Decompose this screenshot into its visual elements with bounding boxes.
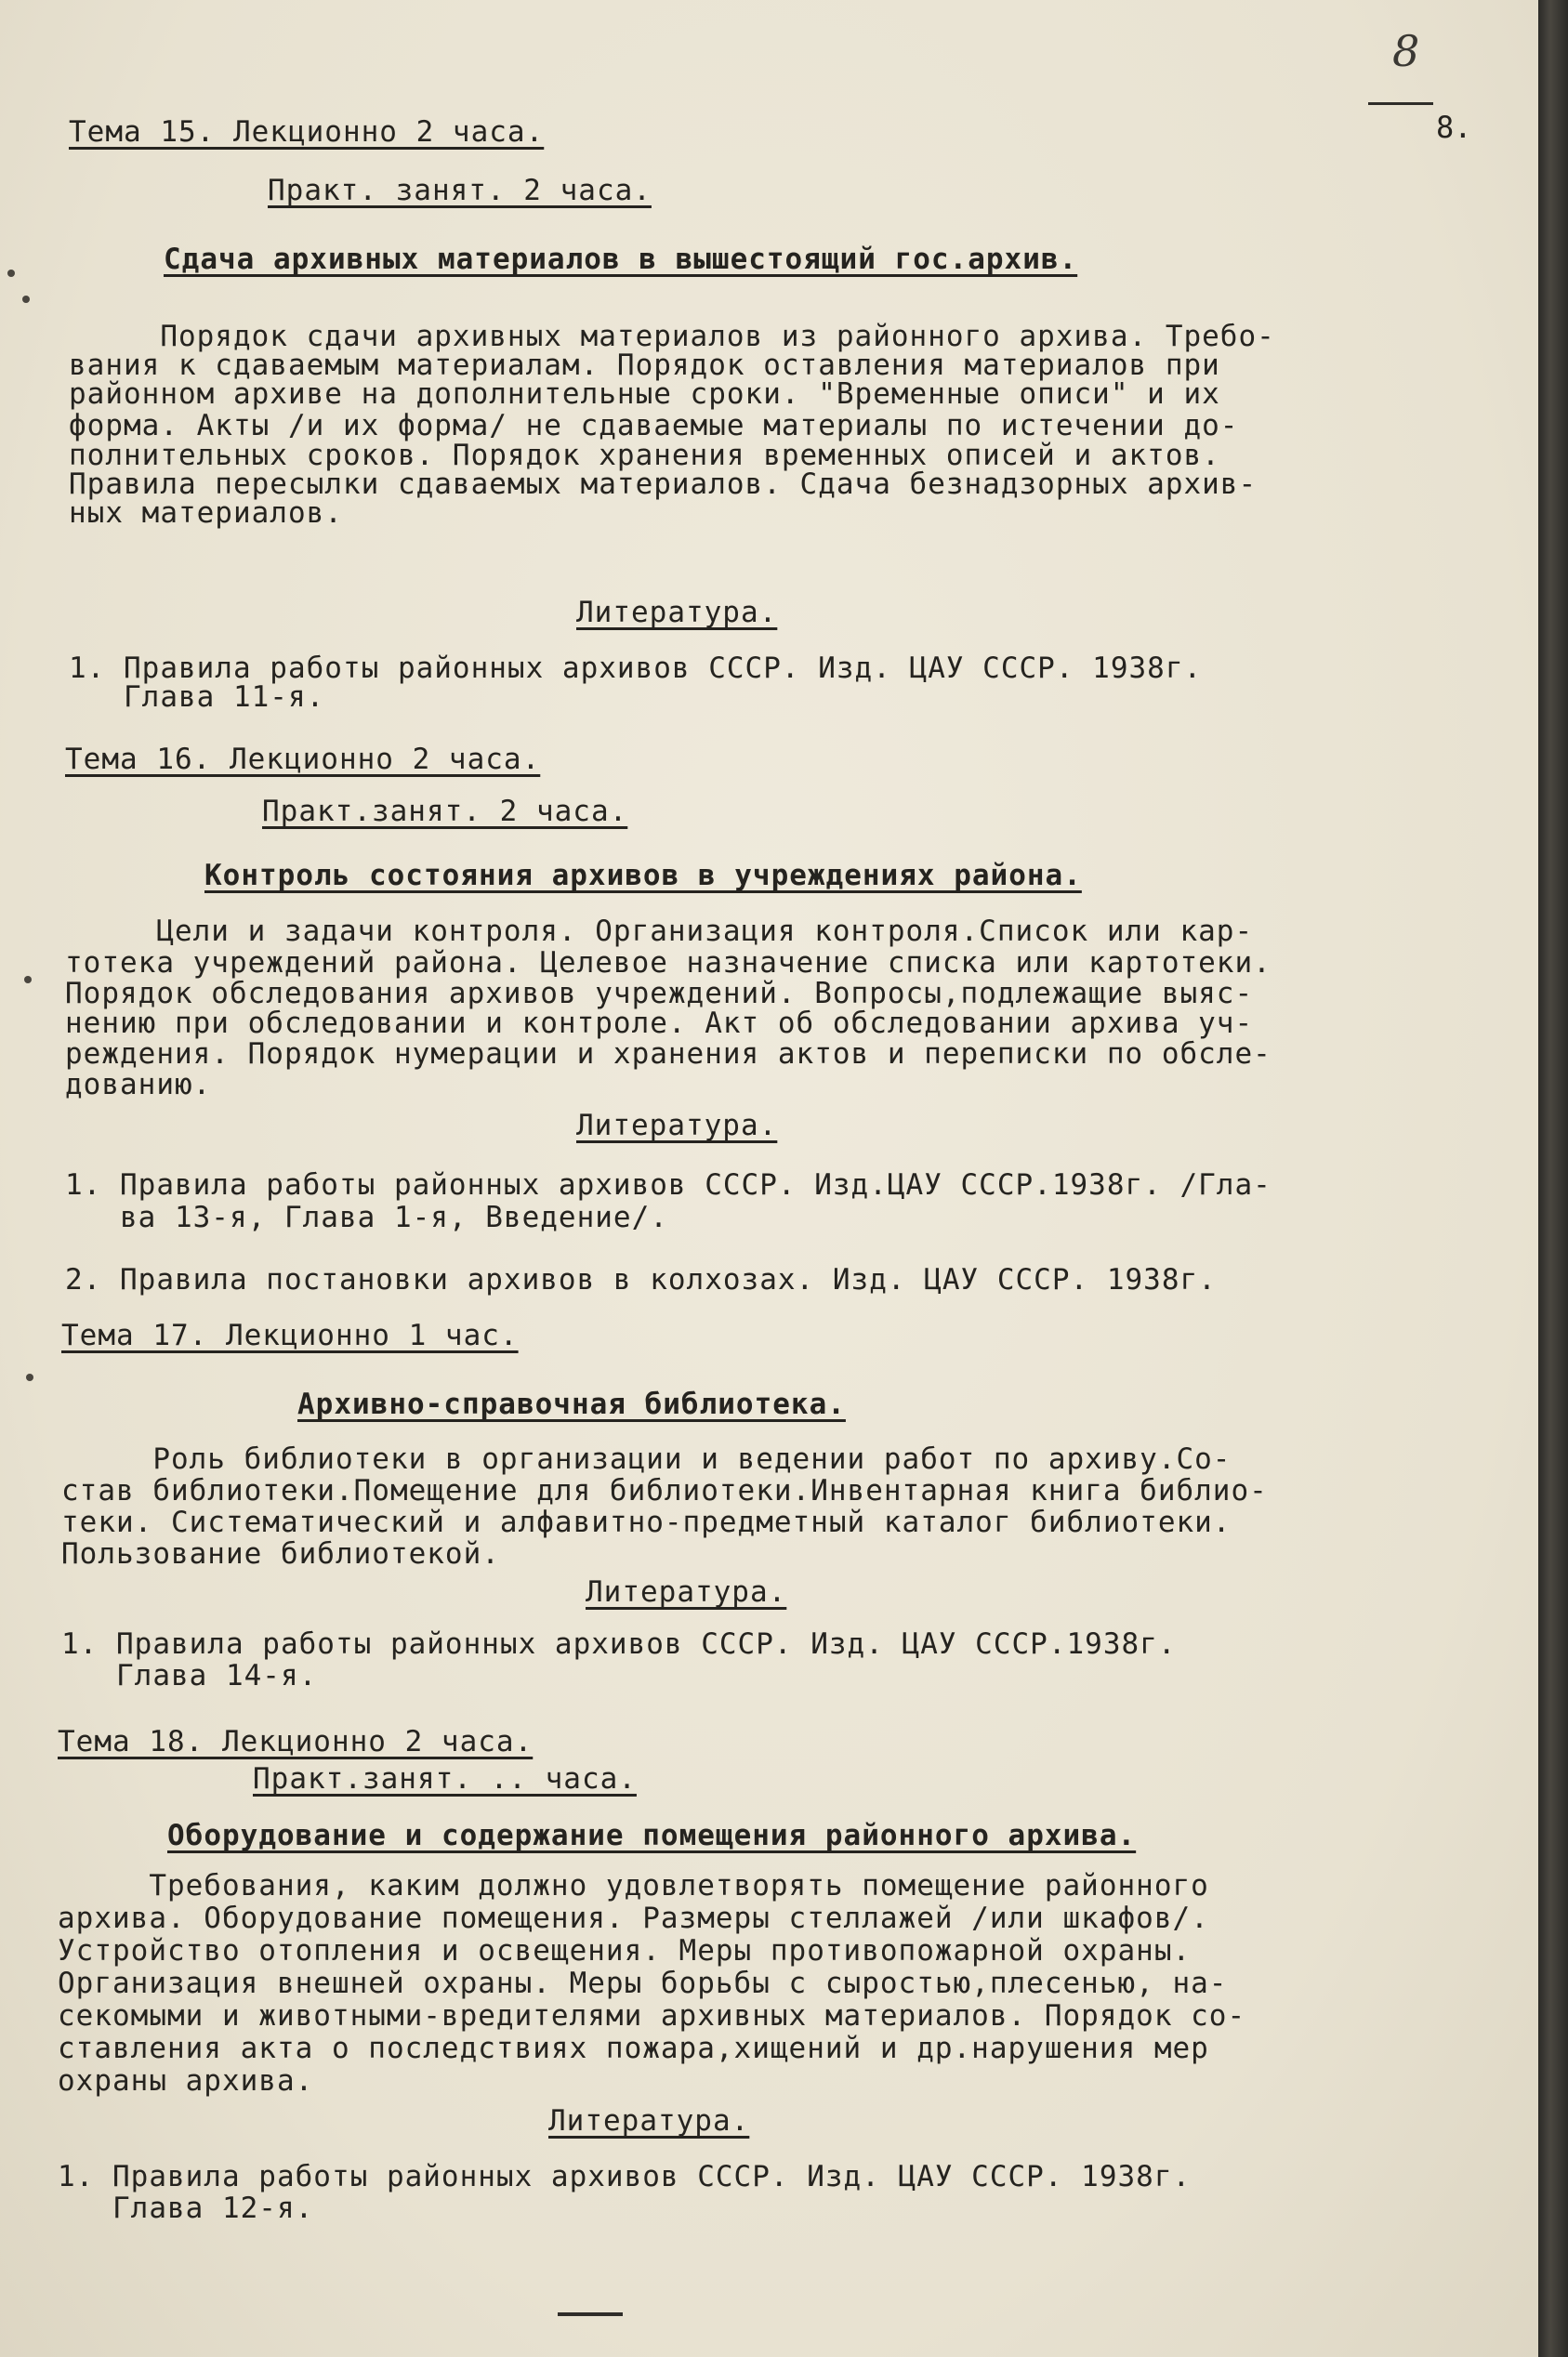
body-line: Пользование библиотекой.	[61, 1537, 500, 1571]
body-line: Правила пересылки сдаваемых материалов. Сдача безнадзорных архив-	[69, 467, 1258, 501]
literature-item: 1. Правила работы районных архивов СССР. Изд. ЦАУ СССР. 1938г.	[69, 652, 1203, 685]
handwritten-folio: 8	[1392, 26, 1420, 76]
topic-heading: Тема 17. Лекционно 1 час.	[61, 1319, 519, 1352]
body-line: ставления акта о последствиях пожара,хищений и др.нарушения мер	[58, 2032, 1209, 2065]
topic-heading: Тема 18. Лекционно 2 часа.	[58, 1725, 534, 1758]
body-line: форма. Акты /и их форма/ не сдаваемые материалы по истечении до-	[69, 409, 1239, 442]
literature-item: ва 13-я, Глава 1-я, Введение/.	[65, 1201, 668, 1234]
body-line: тотека учреждений района. Целевое назначение списка или картотеки.	[65, 946, 1272, 980]
literature-title: Литература.	[576, 596, 778, 629]
topic-practice: Практ. занят. 2 часа.	[268, 174, 652, 207]
topic-title: Контроль состояния архивов в учреждениях района.	[204, 859, 1082, 892]
folio-underline	[1368, 102, 1433, 105]
literature-item: 1. Правила работы районных архивов СССР. Изд. ЦАУ СССР. 1938г.	[58, 2160, 1192, 2193]
topic-title: Архивно-справочная библиотека.	[297, 1388, 846, 1421]
body-line: став библиотеки.Помещение для библиотеки.Инвентарная книга библио-	[61, 1474, 1268, 1508]
page-edge-shadow	[1538, 0, 1568, 2357]
literature-item: Глава 12-я.	[58, 2192, 314, 2225]
topic-heading: Тема 15. Лекционно 2 часа.	[69, 115, 545, 149]
body-line: Организация внешней охраны. Меры борьбы с сыростью,плесенью, на-	[58, 1967, 1228, 2000]
margin-mark	[24, 976, 32, 983]
literature-title: Литература.	[586, 1575, 787, 1609]
literature-item: Глава 14-я.	[61, 1659, 318, 1692]
body-line: районном архиве на дополнительные сроки. "Временные описи" и их	[69, 377, 1220, 411]
topic-title: Оборудование и содержание помещения районного архива.	[167, 1819, 1137, 1852]
body-line: Роль библиотеки в организации и ведении работ по архиву.Со-	[61, 1442, 1232, 1476]
body-line: охраны архива.	[58, 2064, 314, 2098]
body-line: дованию.	[65, 1068, 212, 1101]
body-line: реждения. Порядок нумерации и хранения актов и переписки по обсле-	[65, 1037, 1272, 1071]
margin-mark	[26, 1374, 33, 1381]
margin-mark	[7, 270, 15, 277]
topic-title: Сдача архивных материалов в вышестоящий гос.архив.	[164, 243, 1078, 276]
body-line: Требования, каким должно удовлетворять помещение районного	[58, 1869, 1209, 1903]
body-line: полнительных сроков. Порядок хранения временных описей и актов.	[69, 439, 1220, 472]
body-line: вания к сдаваемым материалам. Порядок оставления материалов при	[69, 349, 1220, 382]
literature-item: Глава 11-я.	[69, 680, 325, 714]
topic-practice: Практ.занят. 2 часа.	[262, 795, 628, 828]
body-line: секомыми и животными-вредителями архивных материалов. Порядок со-	[58, 1999, 1246, 2033]
literature-item: 1. Правила работы районных архивов СССР. Изд. ЦАУ СССР.1938г.	[61, 1627, 1177, 1661]
literature-item: 2. Правила постановки архивов в колхозах. Изд. ЦАУ СССР. 1938г.	[65, 1263, 1217, 1297]
body-line: Устройство отопления и освещения. Меры противопожарной охраны.	[58, 1934, 1192, 1968]
topic-practice: Практ.занят. .. часа.	[253, 1762, 637, 1796]
body-line: Порядок сдачи архивных материалов из районного архива. Требо-	[69, 320, 1275, 353]
body-line: Порядок обследования архивов учреждений. Вопросы,подлежащие выяс-	[65, 977, 1254, 1010]
literature-item: 1. Правила работы районных архивов СССР. Изд.ЦАУ СССР.1938г. /Гла-	[65, 1168, 1272, 1202]
margin-mark	[22, 296, 30, 303]
body-line: ных материалов.	[69, 496, 343, 530]
page-number: 8.	[1436, 110, 1472, 145]
body-line: Цели и задачи контроля. Организация контроля.Список или кар-	[65, 915, 1254, 948]
body-line: теки. Систематический и алфавитно-предметный каталог библиотеки.	[61, 1506, 1232, 1539]
literature-title: Литература.	[576, 1109, 778, 1142]
closing-dash	[558, 2312, 623, 2316]
literature-title: Литература.	[548, 2104, 750, 2138]
body-line: нению при обследовании и контроле. Акт об обследовании архива уч-	[65, 1007, 1254, 1040]
topic-heading: Тема 16. Лекционно 2 часа.	[65, 743, 541, 776]
body-line: архива. Оборудование помещения. Размеры стеллажей /или шкафов/.	[58, 1902, 1209, 1935]
